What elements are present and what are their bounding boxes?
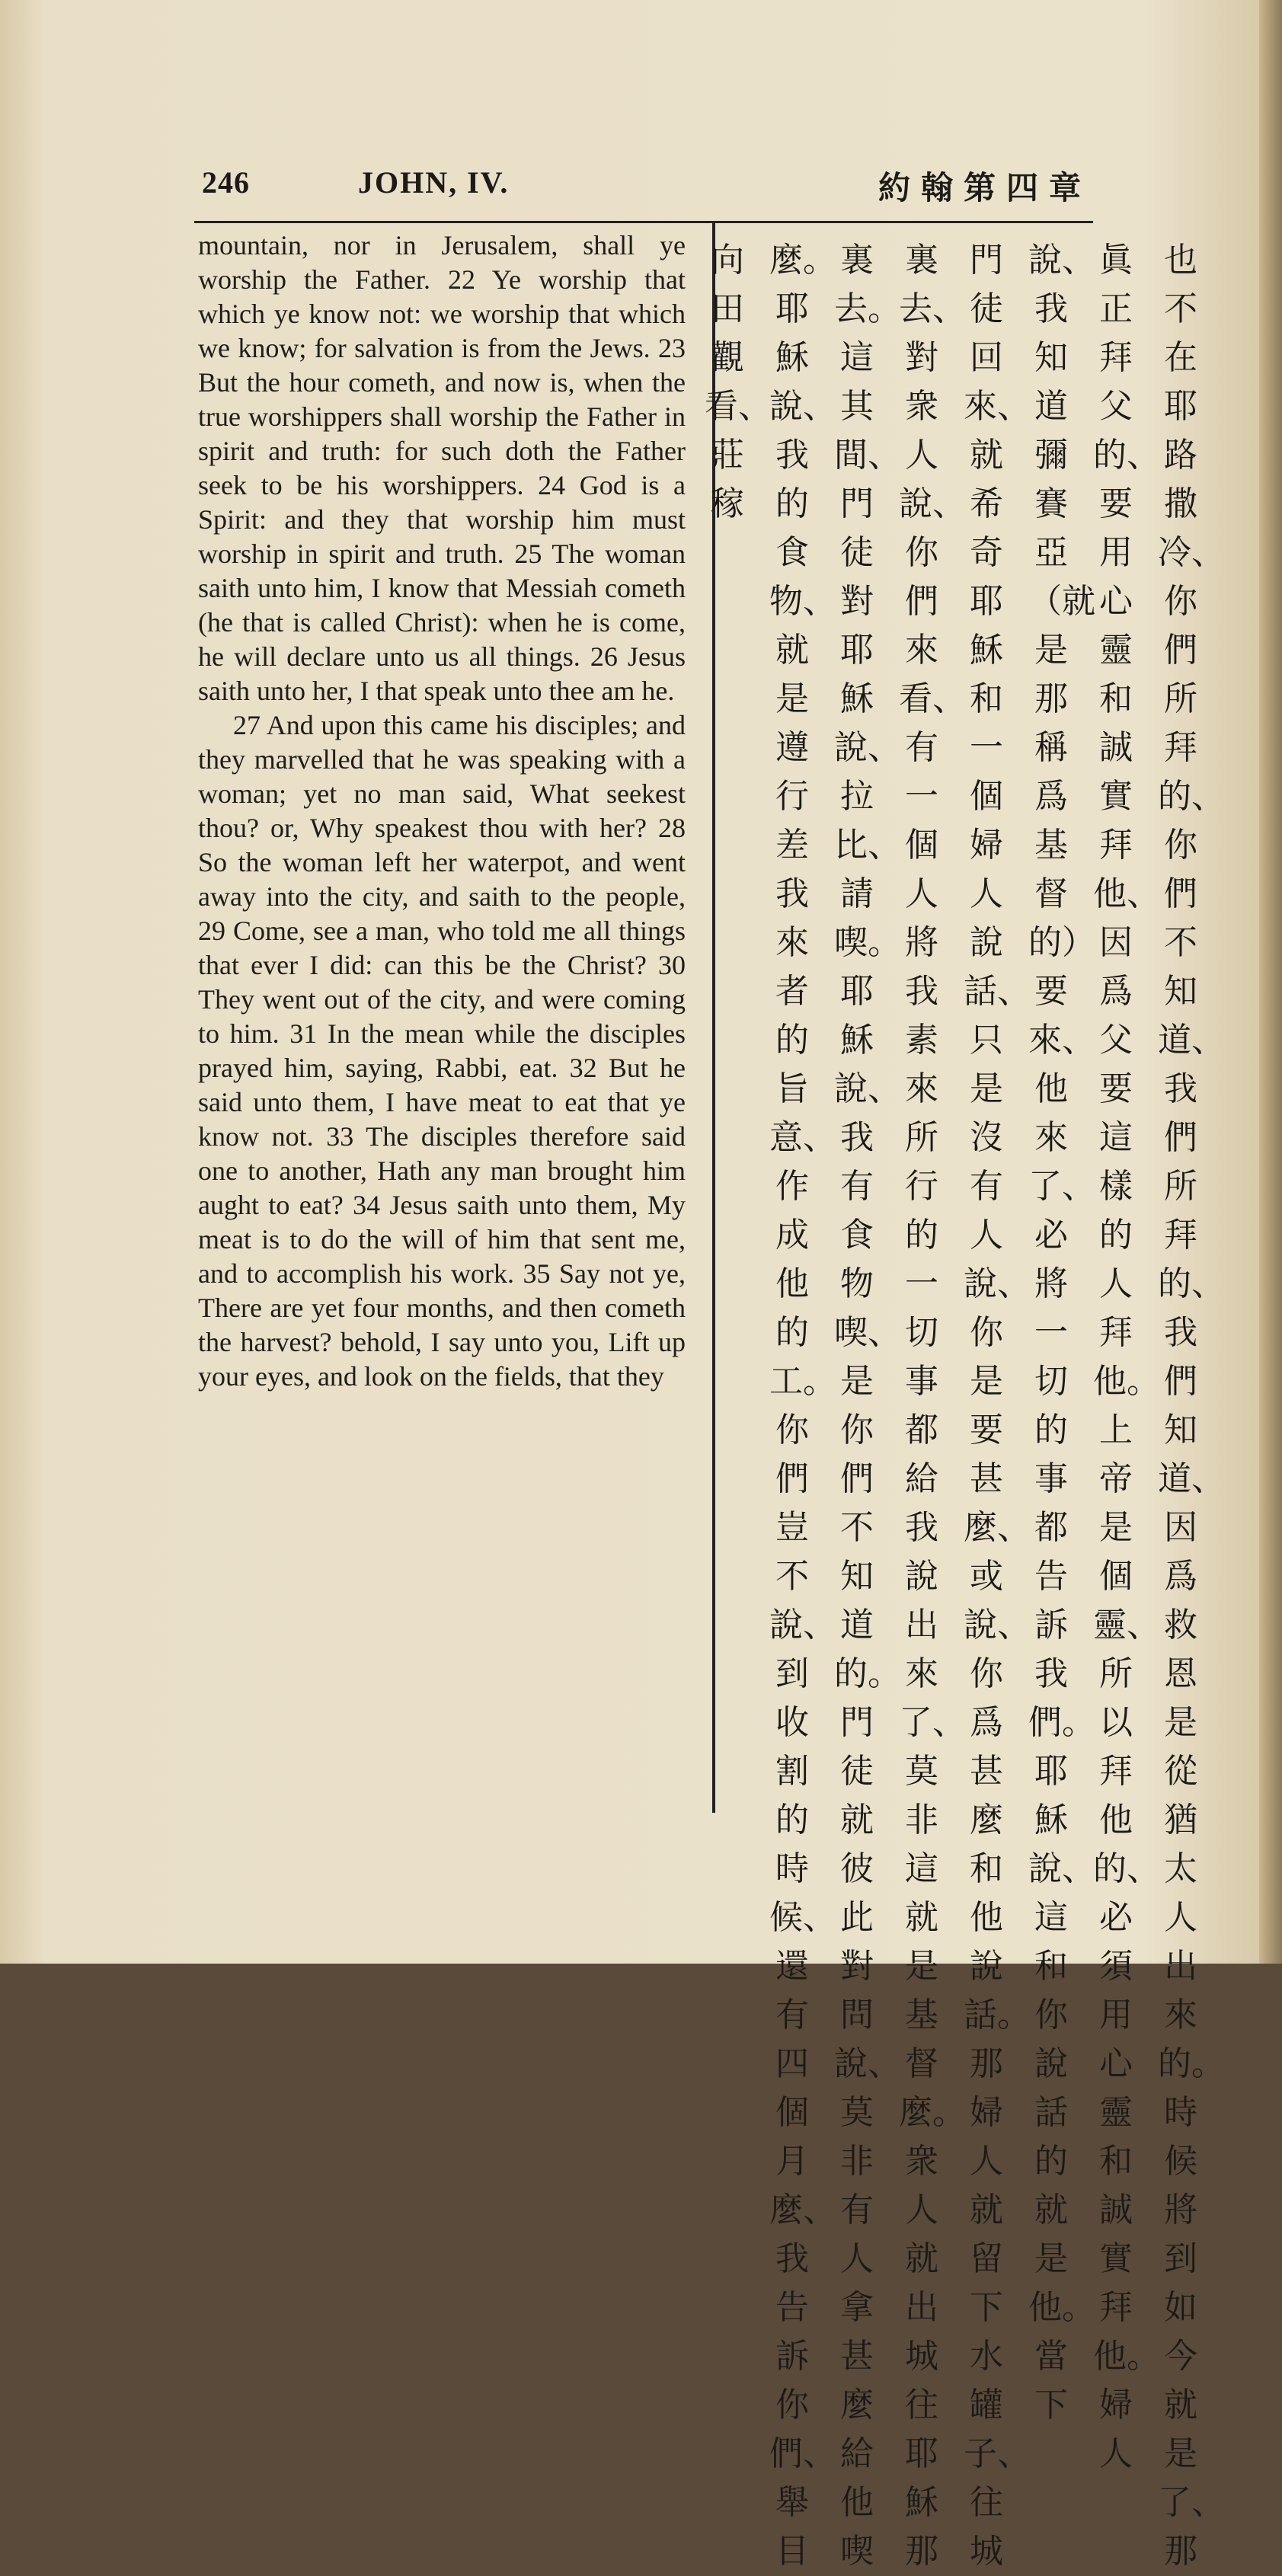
page-number: 246 bbox=[202, 165, 250, 200]
chinese-title: 約翰第四章 bbox=[878, 171, 1092, 206]
chinese-line: 也不在耶路撒冷、你們所拜的、你們不知道、我們所拜的、我們知道、因爲救恩是從猶太人出來的。時候將到如今就是了、那 bbox=[1158, 241, 1225, 2571]
english-column bbox=[198, 229, 686, 1394]
chinese-line: 眞正拜父的、要用心靈和誠實拜他、因爲父要這樣的人拜他。上帝是個靈、所以拜他的、必須用心靈和誠實拜他。婦人 bbox=[1093, 241, 1160, 2473]
chinese-line: 麼。耶穌說、我的食物、就是遵行差我來者的旨意、作成他的工。你們豈不說、到收割的時候、還有四個月麼、我告訴你們、舉目 bbox=[769, 241, 836, 2571]
chinese-line: 裏去、對衆人說、你們來看、有一個人將我素來所行的一切事都給我說出來了、莫非這就是基督麼。衆人就出城往耶穌那 bbox=[899, 241, 966, 2571]
chinese-line: 向田觀看、莊稼 bbox=[705, 241, 772, 523]
page-edge bbox=[1259, 0, 1282, 1964]
header-rule bbox=[194, 221, 1093, 223]
english-paragraph-1: mountain, nor in Jerusalem, shall ye worship the Father. 22 Ye worship that which ye know not: we worship that which we know; for salvation is from the Jews. 23 But the hour cometh, and now is, when the true worshippers shall worship the Father in spirit and truth: for such doth the Father seek to be his worshippers. 24 God is a Spirit: and they that worship him must worship in spirit and truth. 25 The woman saith unto him, I know that Messiah cometh (he that is called Christ): when he is come, he will declare unto us all things. 26 Jesus saith unto her, I that speak unto thee am he. bbox=[198, 230, 686, 706]
chinese-column bbox=[705, 229, 1230, 2571]
running-head bbox=[194, 161, 1092, 207]
chinese-line: 說、我知道彌賽亞（就是那稱爲基督的）要來、他來了、必將一切的事都告訴我們。耶穌說、這和你說話的就是他。當下 bbox=[1028, 241, 1095, 2424]
english-paragraph-2: 27 And upon this came his disciples; and they marvelled that he was speaking with a woman; yet no man said, What seekest thou? or, Why speakest thou with her? 28 So the woman left her waterpot, and went away into the city, and saith to the people, 29 Come, see a man, who told me all things that ever I did: can this be the Christ? 30 They went out of the city, and were coming to him. 31 In the mean while the disciples prayed him, saying, Rabbi, eat. 32 But he said unto them, I have meat to eat that ye know not. 33 The disciples therefore said one to another, Hath any man brought him aught to eat? 34 Jesus saith unto them, My meat is to do the will of him that sent me, and to accomplish his work. 35 Say not ye, There are yet four months, and then cometh the harvest? behold, I say unto you, Lift up your eyes, and look on the fields, that they bbox=[198, 710, 686, 1392]
chinese-line: 門徒回來、就希奇耶穌和一個婦人說話、只是沒有人說、你是要甚麼、或說、你爲甚麼和他說話。那婦人就留下水罐子、往城 bbox=[964, 241, 1031, 2571]
book-title: JOHN, IV. bbox=[358, 165, 510, 200]
chinese-line: 裏去。這其間、門徒對耶穌說、拉比、請喫。耶穌說、我有食物喫、是你們不知道的。門徒就彼此對問說、莫非有人拿甚麼給他喫 bbox=[834, 241, 901, 2571]
